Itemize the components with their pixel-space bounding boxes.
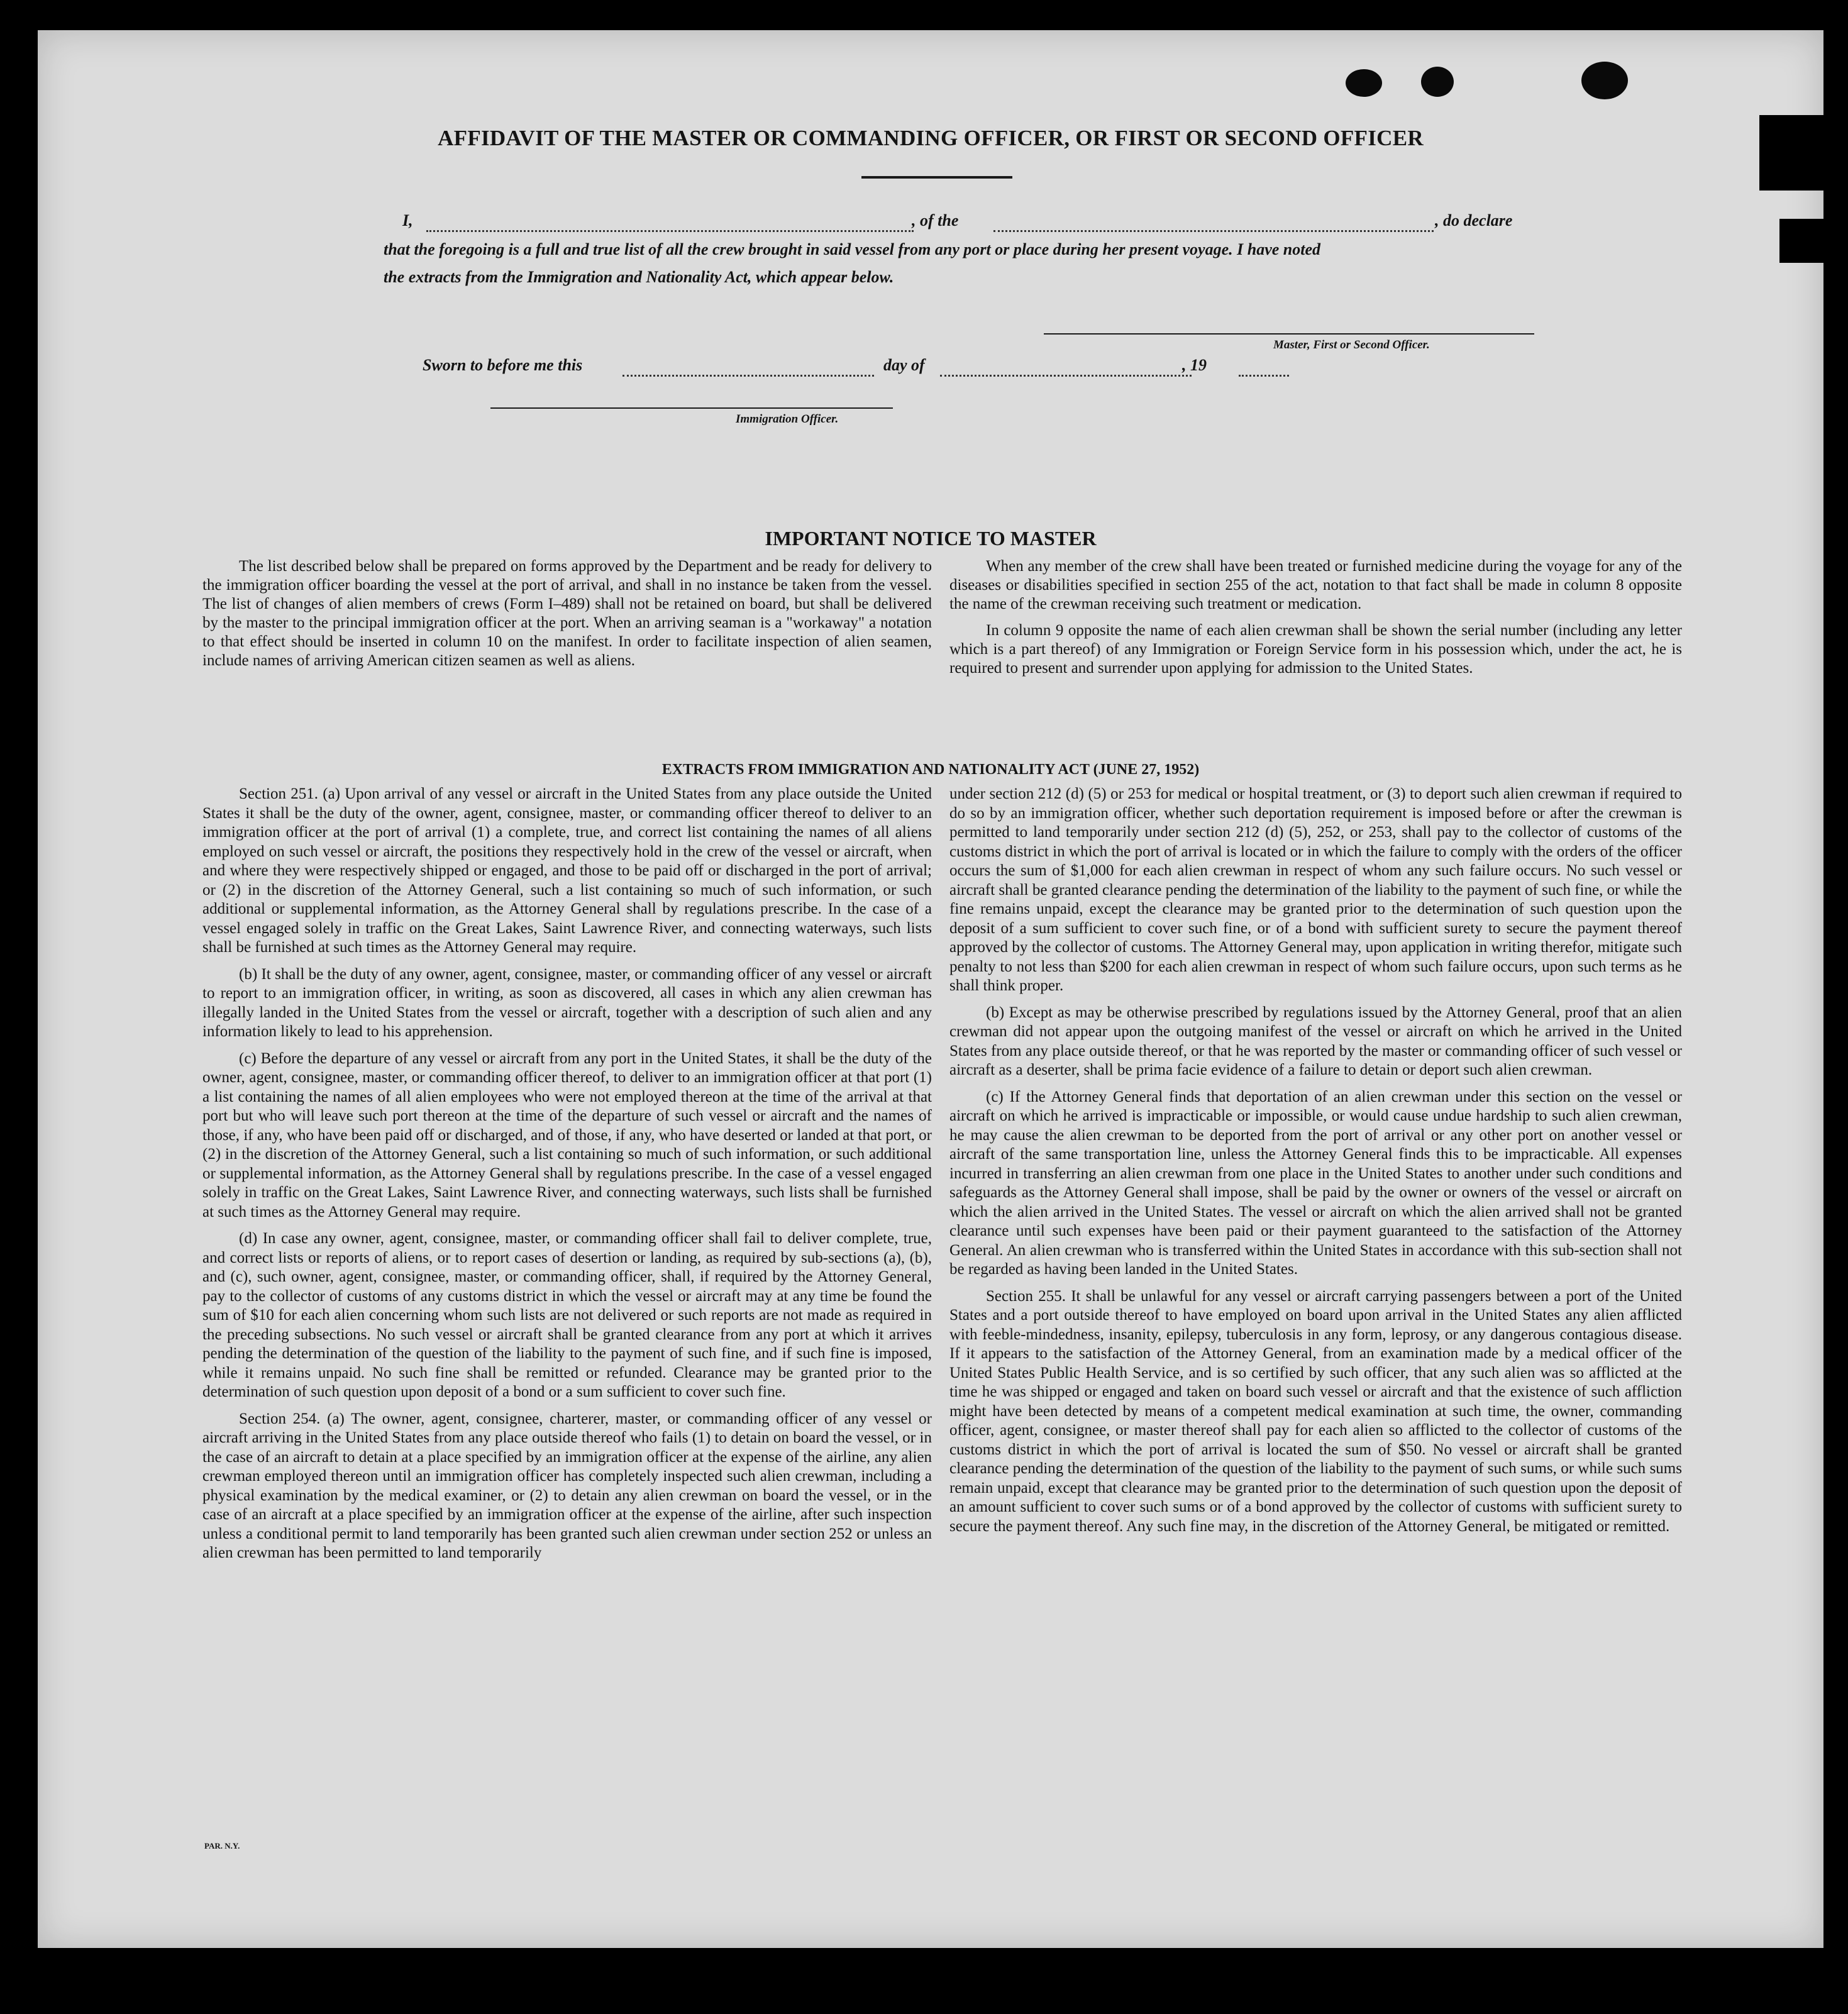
section-paragraph: under section 212 (d) (5) or 253 for medical or hospital treatment, or (3) to deport such alien crewman if required to do so by an immigration officer, whether such deportation requirement is imposed before or after the crewman is permitted to land temporarily under section 212 (d) (5), 252, or 253, shall pay to the collector of customs of the customs district in which the port of arrival is located or in which the failure to comply with the orders of the officer occurs the sum of $1,000 for each alien crewman in respect of whom any such failure occurs. No such vessel or aircraft shall be granted clearance pending the determination of the liability to the payment of such fine, or while the fine remains unpaid, except the clearance may be granted prior to the determination of such question upon the deposit of a sum sufficient to cover such fine, or of a bond with sufficient surety to secure the payment thereof approved by the collector of customs. The Attorney General may, upon application in writing therefor, mitigate such penalty to not less than $200 for each alien crewman in respect of whom such failure occurs, upon such terms as he shall think proper. <box>949 785 1682 994</box>
vessel-field[interactable] <box>993 230 1434 232</box>
master-signature-caption: Master, First or Second Officer. <box>1273 338 1430 351</box>
extracts-right-column <box>949 785 1682 1544</box>
officer-signature-line[interactable] <box>490 407 893 409</box>
section-paragraph: Section 254. (a) The owner, agent, consignee, charterer, master, or commanding officer of any vessel or aircraft arriving in the United States from any place outside thereof who fails (1) to detain on board the vessel, or in the case of an aircraft to detain at a place specified by an immigration officer at the expense of the airline, any alien crewman employed thereon until an immigration officer has completely inspected such alien crewman, including a physical examination by the medical examiner, or (2) to detain any alien crewman on board the vessel, or in the case of an aircraft at a place specified by an immigration officer at the expense of the airline, after such inspection unless a conditional permit to land temporarily has been granted such alien crewman under section 252 or unless an alien crewman has been permitted to land temporarily <box>202 1410 932 1561</box>
notice-paragraph: When any member of the crew shall have been treated or furnished medicine during the voyage for any of the diseases or disabilities specified in section 255 of the act, notation to that fact shall be made in column 8 opposite the name of the crewman receiving such treatment or medication. <box>949 558 1682 612</box>
sworn-day-field[interactable] <box>622 375 874 377</box>
sworn-label: Sworn to before me this <box>423 356 583 374</box>
name-field[interactable] <box>426 230 914 232</box>
sworn-month-field[interactable] <box>940 375 1192 377</box>
notice-paragraph: In column 9 opposite the name of each alien crewman shall be shown the serial number (including any letter which is a part thereof) of any Immigration or Foreign Service form in his possession which, under the act, he is required to present and surrender upon applying for admission to the United States. <box>949 622 1682 677</box>
extracts-title: EXTRACTS FROM IMMIGRATION AND NATIONALITY ACT (JUNE 27, 1952) <box>661 761 1200 778</box>
section-paragraph: (d) In case any owner, agent, consignee, master, or commanding officer shall fail to deliver complete, true, and correct lists or reports of aliens, or to report cases of desertion or landing, as required by sub-sections (a), (b), and (c), such owner, agent, consignee, master, or commanding officer, shall, if required by the Attorney General, pay to the collector of customs of any customs district in which the vessel or aircraft may at any time be found the sum of $10 for each alien concerning whom such lists are not delivered or such reports are not made as required in the preceding subsections. No such vessel or aircraft shall be granted clearance from any port at which it arrives pending the determination of the question of the liability to the payment of such fine, and if such fine is imposed, while it remains unpaid. No such fine shall be remitted or refunded. Clearance may be granted prior to the determination of such question upon deposit of a bond or a sum sufficient to cover such fine. <box>202 1230 932 1400</box>
section-paragraph: Section 251. (a) Upon arrival of any vessel or aircraft in the United States from any place outside the United States it shall be the duty of the owner, agent, consignee, master, or commanding officer thereof to deliver to an immigration officer at the port of arrival (1) a complete, true, and correct list containing the names of all aliens employed on such vessel or aircraft, the positions they respectively hold in the crew of the vessel or aircraft, when and where they were respectively shipped or engaged, and those to be paid off or discharged in the port of arrival; or (2) in the discretion of the Attorney General, such a list containing so much of such information, or such additional or supplemental information, as the Attorney General shall by regulations prescribe. In the case of a vessel engaged solely in traffic on the Great Lakes, Saint Lawrence River, and connecting waterways, such lists shall be furnished at such times as the Attorney General may require. <box>202 785 932 956</box>
affidavit-line-3: the extracts from the Immigration and Nationality Act, which appear below. <box>384 268 894 286</box>
document-page <box>38 30 1823 1948</box>
day-of-label: day of <box>883 356 925 374</box>
notice-right-column <box>949 557 1682 685</box>
punch-hole-icon <box>1421 67 1454 97</box>
edge-tab <box>1779 219 1823 263</box>
printer-mark: PAR. N.Y. <box>204 1841 240 1851</box>
section-paragraph: (b) It shall be the duty of any owner, agent, consignee, master, or commanding officer of any vessel or aircraft to report to an immigration officer, in writing, as soon as discovered, all cases in which any alien crewman has illegally landed in the United States from the vessel or aircraft, together with a description of such alien and any information likely to lead to his apprehension. <box>202 965 932 1040</box>
section-paragraph: (c) If the Attorney General finds that deportation of an alien crewman under this section on the vessel or aircraft on which he arrived is impracticable or impossible, or would cause undue hardship to such alien crewman, he may cause the alien crewman to be deported from the port of arrival or any other port on another vessel or aircraft of the same transportation line, unless the Attorney General finds this to be impracticable. All expenses incurred in transferring an alien crewman from one place in the United States to another under such conditions and safeguards as the Attorney General shall impose, shall be paid by the owner or owners of the vessel or aircraft on which the alien arrived in the United States. The vessel or aircraft on which the alien arrived shall not be granted clearance until such expenses have been paid or their payment guaranteed to the satisfaction of the Attorney General. An alien crewman who is transferred within the United States in accordance with this sub-section shall not be regarded as having been landed in the United States. <box>949 1088 1682 1278</box>
i-label: I, <box>402 211 413 230</box>
section-paragraph: (c) Before the departure of any vessel or aircraft from any port in the United States, it shall be the duty of the owner, agent, consignee, master, or commanding officer thereof, to deliver to an immigration officer at that port (1) a list containing the names of all alien employees who were not employed thereon at the time of the arrival at that port but who will leave such port thereon at the time of the departure of such vessel or aircraft and the names of those, if any, who have been paid off or discharged, and of those, if any, who have deserted or landed at that port, or (2) in the discretion of the Attorney General, such a list containing so much of such information, or such additional or supplemental information, as the Attorney General shall by regulations prescribe. In the case of a vessel engaged solely in traffic on the Great Lakes, Saint Lawrence River, and connecting waterways, such lists shall be furnished at such times as the Attorney General may require. <box>202 1049 932 1220</box>
punch-hole-icon <box>1346 69 1382 97</box>
declare-label: , do declare <box>1435 211 1513 230</box>
notice-paragraph: The list described below shall be prepared on forms approved by the Department and be ready for delivery to the immigration officer boarding the vessel at the port of arrival, and shall in no instance be taken from the vessel. The list of changes of alien members of crews (Form I–489) shall not be retained on board, but shall be delivered by the master to the principal immigration officer at the port. When an arriving seaman is a "workaway" a notation to that effect should be inserted in column 10 on the manifest. In order to facilitate inspection of alien seamen, include names of arriving American citizen seamen as well as aliens. <box>202 558 932 669</box>
notice-title: IMPORTANT NOTICE TO MASTER <box>765 527 1097 550</box>
of-the-label: , of the <box>912 211 959 230</box>
affidavit-line-2: that the foregoing is a full and true list of all the crew brought in said vessel from any port or place during her present voyage. I have noted <box>384 240 1321 258</box>
extracts-left-column <box>202 785 932 1571</box>
year-label: , 19 <box>1182 356 1207 374</box>
section-paragraph: Section 255. It shall be unlawful for any vessel or aircraft carrying passengers between a port of the United States and a port outside thereof to have employed on board upon arrival in the United States any alien afflicted with feeble-mindedness, insanity, epilepsy, tuberculosis in any form, leprosy, or any dangerous contagious disease. If it appears to the satisfaction of the Attorney General, from an examination made by a medical officer of the United States Public Health Service, and is so certified by such officer, that any such alien was so afflicted at the time he was shipped or engaged and taken on board such vessel or aircraft and that the existence of such affliction might have been detected by means of a competent medical examination at such time, the owner, commanding officer, agent, consignee, or master thereof shall pay for each alien so afflicted to the collector of customs of the customs district in which the port of arrival is located the sum of $50. No vessel or aircraft shall be granted clearance pending the determination of the question of the liability to the payment of such sums, or while such sums remain unpaid, except that clearance may be granted prior to the determination of such question upon the deposit of an amount sufficient to cover such sums or of a bond approved by the collector of customs with sufficient surety to secure the payment thereof. Any such fine may, in the discretion of the Attorney General, be mitigated or remitted. <box>949 1287 1682 1535</box>
master-signature-line[interactable] <box>1044 333 1534 335</box>
section-paragraph: (b) Except as may be otherwise prescribed by regulations issued by the Attorney General, proof that an alien crewman did not appear upon the outgoing manifest of the vessel or aircraft on which he arrived in the United States from any place outside thereof, or that he was reported by the master or commanding officer of such vessel or aircraft as a deserter, shall be prima facie evidence of a failure to detain or deport such alien crewman. <box>949 1004 1682 1078</box>
officer-signature-caption: Immigration Officer. <box>736 412 839 426</box>
notice-left-column <box>202 557 932 678</box>
affidavit-title: AFFIDAVIT OF THE MASTER OR COMMANDING OFFICER, OR FIRST OR SECOND OFFICER <box>438 126 1424 150</box>
title-rule <box>861 176 1012 179</box>
punch-hole-icon <box>1581 62 1628 99</box>
sworn-year-field[interactable] <box>1239 375 1289 377</box>
